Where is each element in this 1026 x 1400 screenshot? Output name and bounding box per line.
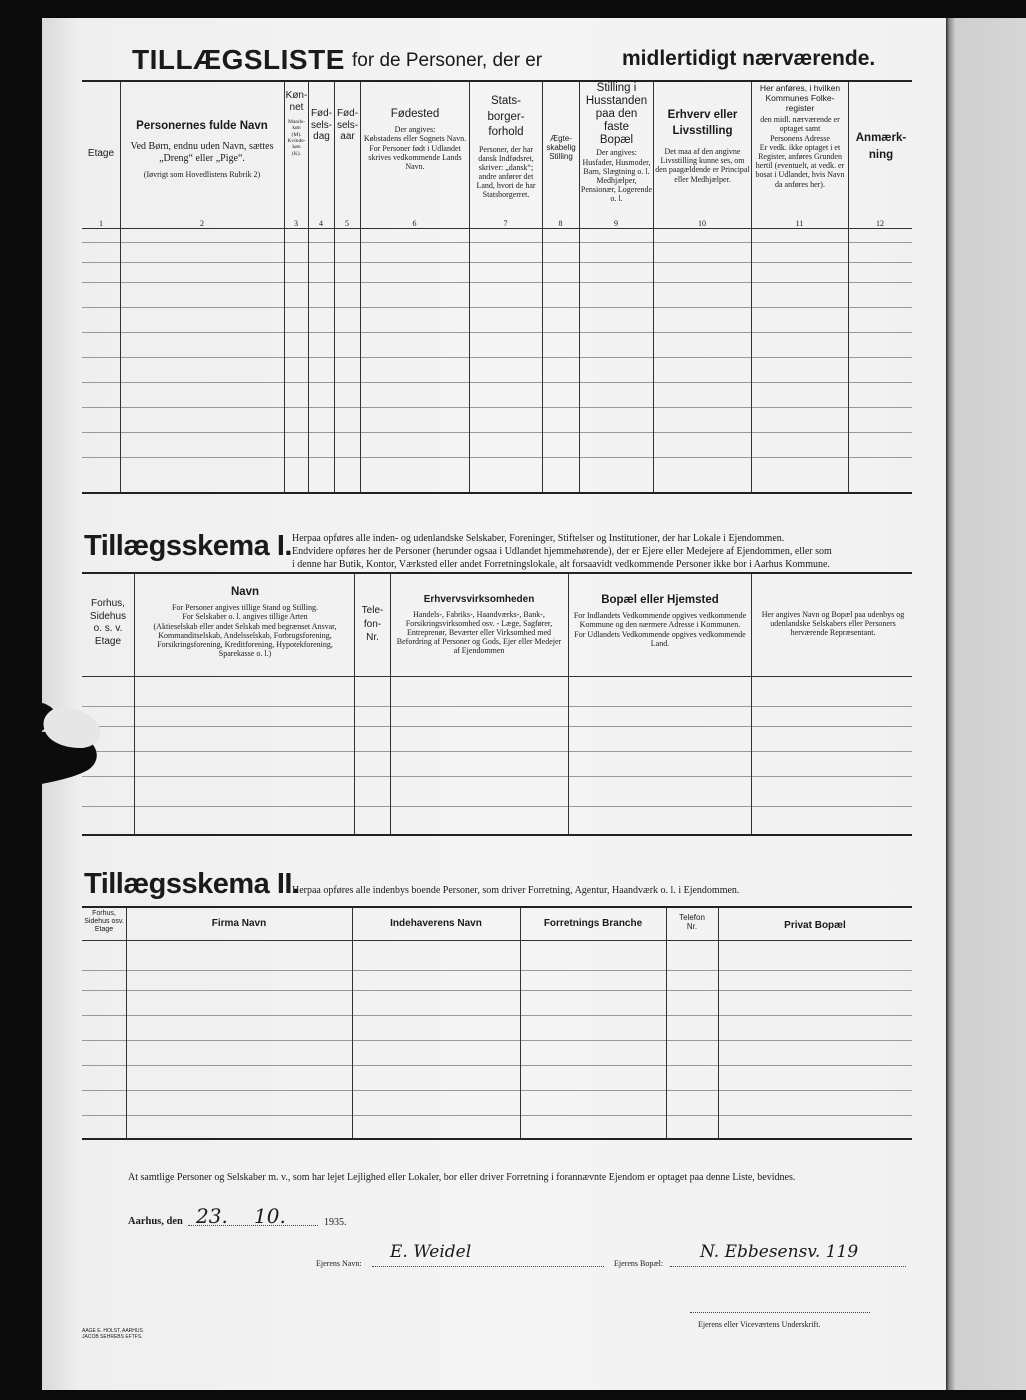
adjacent-page	[946, 18, 1026, 1390]
tillaegsliste-title: TILLÆGSLISTE	[132, 44, 345, 75]
col-statsborger-head: Stats- borger- forhold	[487, 95, 525, 139]
s1-col-bopael-sub: For Indlandets Vedkommende opgives vedkommende Kommune og den nærmere Adresse i Kommunen. For Udlandets Vedkommende opgives vedkommende Land.	[573, 611, 747, 648]
s2-col-bopael: Privat Bopæl	[784, 920, 846, 931]
col-statsborger	[470, 94, 542, 200]
skema1-desc-1: Herpaa opføres alle inden- og udenlandske Selskaber, Foreninger, Stiftelser og Institutioner, der har Lokale i Ejendommen.	[292, 533, 785, 544]
col-num-6: 6	[412, 219, 417, 228]
skema2-table	[82, 906, 912, 1140]
col-num-5: 5	[345, 219, 349, 228]
s1-col-erhverv-head: Erhvervsvirksomheden	[423, 594, 535, 605]
s2-col-indehaver: Indehaverens Navn	[390, 918, 482, 929]
col-num-4: 4	[319, 219, 323, 228]
skema1-table	[82, 572, 912, 836]
s1-col-bopael-head: Bopæl eller Hjemsted	[601, 594, 719, 606]
tillaegsliste-subtitle: for de Personer, der er	[352, 50, 543, 71]
s1-col-telefon: Tele- fon- Nr.	[361, 605, 384, 643]
s2-col-etage: Forhus, Sidehus osv. Etage	[84, 910, 124, 934]
col-stilling-head: Stilling i Husstanden paa den faste Bopæl	[585, 82, 648, 146]
s2-col-firma: Firma Navn	[211, 918, 267, 929]
date-year: 1935.	[324, 1217, 347, 1228]
col-folkeregister	[752, 84, 848, 189]
col-foedselsdag: Fød- sels- dag	[310, 108, 333, 142]
s1-col-navn-head: Navn	[230, 586, 260, 598]
s1-col-erhverv-sub: Handels-, Fabriks-, Haandværks-, Bank-, Forsikringsvirksomhed osv. - Læge, Sagfører, Entreprenør, Beværter eller Virksomhed med Befordring af Personer og Gods, Ejer eller Medejer af Ejendommen	[396, 609, 562, 656]
skema1-title: Tillægsskema I.	[84, 530, 292, 562]
col-statsborger-sub: Personer, der har dansk Indfødsret, skriver: „dansk“; andre anfører det Land, hvori de har Statsborgerret.	[476, 144, 536, 200]
col-stilling	[580, 82, 653, 204]
s1-col-navn-sub: For Personer angives tillige Stand og Stilling. For Selskaber o. l. angives tillige Arten (Aktieselskab eller andet Selskab med begrænset Ansvar, Kommanditselskab, Andelsselskab, Forbrugsforening, Forsikringsforening, Kreditforening, Hypotekforening, Sparekasse o. l.)	[153, 603, 337, 659]
col-foedested	[362, 108, 468, 171]
signature-label: Ejerens eller Viceværtens Underskrift.	[698, 1320, 821, 1329]
skema2-desc: Herpaa opføres alle indenbys boende Personer, som driver Forretning, Agentur, Haandværk o. l. i Ejendommen.	[292, 885, 740, 896]
skema1-desc-2: Endvidere opføres her de Personer (herunder ogsaa i Udlandet hjemmehørende), der er Ejere eller Medejere af Ejendommen, eller som	[292, 546, 832, 557]
owner-name-label: Ejerens Navn:	[316, 1259, 362, 1268]
col-num-12: 12	[876, 219, 884, 228]
col-num-10: 10	[698, 219, 706, 228]
signature-line	[690, 1312, 870, 1313]
s1-col-repr: Her angives Navn og Bopæl paa udenbys og udenlandske Selskabers eller Personers herværende Repræsentant.	[761, 610, 905, 638]
date-place-label: Aarhus, den	[128, 1216, 183, 1227]
col-num-3: 3	[294, 219, 298, 228]
owner-address-line	[670, 1266, 906, 1267]
s1-col-etage: Forhus, Sidehus o. s. v. Etage	[89, 598, 127, 647]
col-num-9: 9	[614, 219, 618, 228]
col-erhverv	[654, 108, 751, 184]
col-navn-sub2: (Iøvrigt som Hovedlistens Rubrik 2)	[143, 170, 261, 180]
s1-col-bopael	[572, 594, 748, 648]
col-folkeregister-sub: den midl. nærværende er optaget samt Personens Adresse Er vedk. ikke optaget i et Register, anføres Grunden hertil (eventuelt, at vedk. er bosat i Udlandet, hvis Navn da anføres her).	[755, 115, 845, 189]
col-num-8: 8	[558, 219, 563, 228]
col-foedselsaar: Fød- sels- aar	[336, 108, 359, 142]
col-etage: Etage	[87, 148, 115, 159]
col-foedested-head: Fødested	[390, 108, 440, 120]
owner-name-line	[372, 1266, 604, 1267]
date-day: 23.	[196, 1204, 228, 1228]
col-num-7: 7	[503, 219, 508, 228]
col-navn-head: Personernes fulde Navn	[136, 120, 268, 132]
s1-col-erhverv	[394, 594, 564, 655]
skema2-title: Tillægsskema II.	[84, 868, 300, 900]
s2-col-branche: Forretnings Branche	[543, 918, 643, 929]
tillaegsliste-subtitle-bold: midlertidigt nærværende.	[622, 47, 876, 70]
col-navn-sub: Ved Børn, endnu uden Navn, sættes „Dreng“ eller „Pige“.	[130, 141, 274, 164]
printer-imprint: AAGE E. HOLST, AARHUS JACOB SEHREBS EFTFS.	[82, 1328, 143, 1340]
date-month: 10.	[254, 1204, 286, 1228]
col-num-2: 2	[200, 219, 204, 228]
owner-address-label: Ejerens Bopæl:	[614, 1259, 664, 1268]
owner-name-signature: E. Weidel	[390, 1242, 472, 1262]
col-koen-head: Køn- net	[285, 90, 308, 113]
s2-col-telefon: Telefon Nr.	[679, 913, 705, 932]
col-aegteskab: Ægte- skabelig Stilling	[546, 134, 576, 162]
owner-address-signature: N. Ebbesensv. 119	[700, 1242, 859, 1262]
col-navn	[122, 120, 282, 179]
skema1-desc-3: i denne har Butik, Kontor, Værksted eller andet Forretningslokale, alt forsaavidt vedkommende Personer ikke bor i Aarhus Kommune.	[292, 559, 830, 570]
col-koen	[285, 90, 308, 157]
tillaegsliste-table	[82, 80, 912, 494]
col-anmaerkning: Anmærk- ning	[855, 132, 907, 161]
col-erhverv-head: Erhverv eller Livsstilling	[667, 109, 738, 137]
s1-col-navn	[142, 586, 348, 658]
certification-text: At samtlige Personer og Selskaber m. v., som har lejet Lejlighed eller Lokaler, bor eller driver Forretning i forannævnte Ejendom er optaget paa denne Liste, bevidnes.	[128, 1172, 796, 1183]
col-stilling-sub: Der angives: Husfader, Husmoder, Barn, Slægtning o. l. Medhjælper, Pensionær, Logerende o. l.	[580, 148, 653, 204]
thumb-image	[0, 698, 100, 798]
col-num-11: 11	[795, 219, 804, 228]
col-erhverv-sub: Det maa af den angivne Livsstilling kunne ses, om den paagældende er Principal eller Medhjælper.	[655, 147, 750, 184]
col-foedested-sub: Der angives: Købstadens eller Sognets Navn. For Personer født i Udlandet skrives vedkommende Lands Navn.	[363, 125, 467, 171]
col-folkeregister-head: Her anføres, i hvilken Kommunes Folke- register	[759, 83, 841, 113]
col-koen-sub: Mands- køn (M). Kvinde- køn (K).	[287, 119, 306, 157]
col-num-1: 1	[99, 219, 103, 228]
